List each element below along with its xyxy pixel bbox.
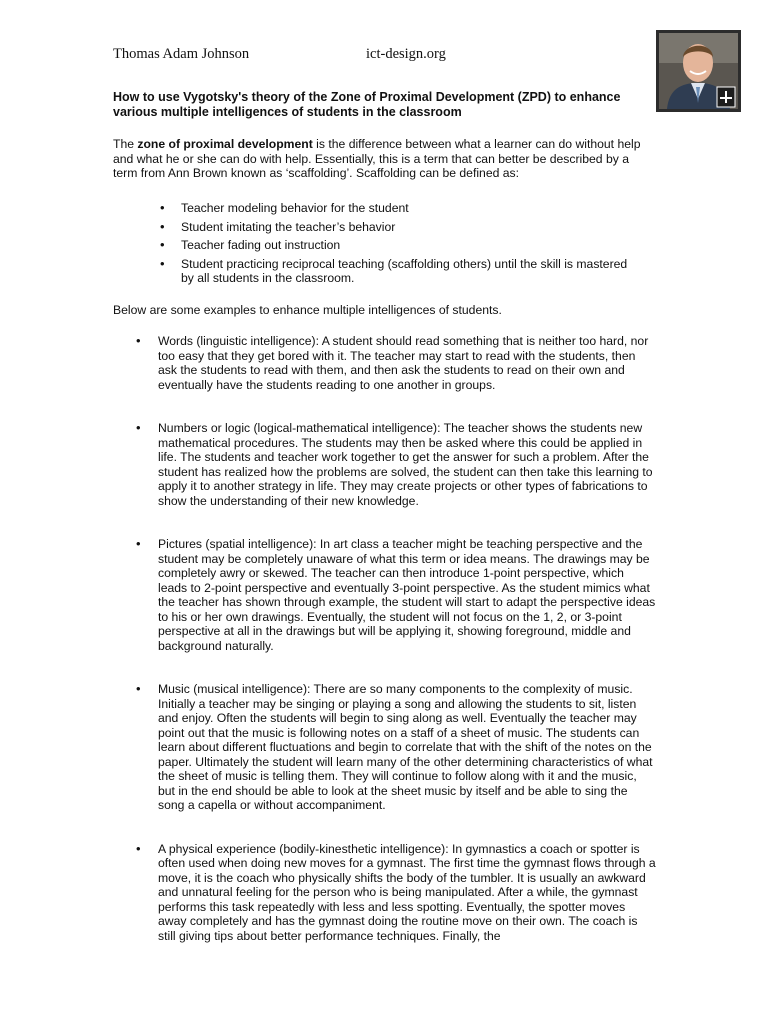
author-portrait-image [659,33,738,109]
intro-prefix: The [113,137,138,151]
list-item: • A physical experience (bodily-kinesthetic intelligence): In gymnastics a coach or spotter is often used when doing new moves for a gymnast. The first time the gymnast flows through a move, it is the coach who physically shifts the body of the tumbler. It is usually an awkward and unnatural feeling for the person who is being manipulated. After a while, the gymnast performs this task repeatedly with less and less spotting. Eventually, the spotter moves away completely and has the gymnast doing the routine move on their own. The coach is still giving tips about better performance techniques. Finally, the [136,842,656,944]
site-name: ict-design.org [366,46,446,62]
list-item: • Music (musical intelligence): There are so many components to the complexity of music. Initially a teacher may be singing or playing a song and allowing the students to sit, listen and enjoy. Often the students will begin to sing along as well. Eventually the teacher may point out that the music is following notes on a staff of a sheet of music. The students can learn about different fluctuations and begin to correlate that with the shift of the notes on the paper. Ultimately the student will learn many of the other determining characteristics of what the sheet of music is telling them. They will continue to follow along with it and the music, but in the end should be able to look at the sheet music by itself and be able to sing the song a capella or without accompaniment. [136,682,656,813]
intro-term: zone of proximal development [137,137,313,151]
list-item: • Student practicing reciprocal teaching (scaffolding others) until the skill is mastered by all students in the classroom. [160,257,640,286]
list-item: • Student imitating the teacher’s behavior [160,220,640,235]
author-name: Thomas Adam Johnson [113,46,250,62]
list-item: • Teacher modeling behavior for the student [160,201,640,216]
list-item: • Pictures (spatial intelligence): In art class a teacher might be teaching perspective and the student may be completely unaware of what this term or idea means. The drawings may be completely awry or skewed. The teacher can then introduce 1-point perspective, which leads to 2-point perspective and eventually 3-point perspective. As the student mimics what the teacher has shown through example, the student will start to adapt the perspective ideas to his or her own drawings. Eventually, the student will not focus on the 1, 2, or 3-point perspective at all in the drawings but will be applying it, showing foreground, middle and background naturally. [136,537,656,653]
examples-intro: Below are some examples to enhance multiple intelligences of students. [113,303,502,317]
scaffolding-list [160,201,640,290]
list-item: • Teacher fading out instruction [160,238,640,253]
document-title: How to use Vygotsky's theory of the Zone of Proximal Development (ZPD) to enhance various multiple intelligences of students in the classroom [113,90,621,119]
list-item: • Words (linguistic intelligence): A student should read something that is neither too hard, nor too easy that they get bored with it. The teacher may start to read with the students, then ask the students to read with them, and then ask the students to read on their own and eventually have the students reading to one another in groups. [136,334,656,392]
author-photo [656,30,741,112]
list-item: • Numbers or logic (logical-mathematical intelligence): The teacher shows the students new mathematical procedures. The students may then be asked where this could be applied in life. The students and teacher work together to get the answer for such a problem. After the student has realized how the problems are solved, the student can then take this learning to apply it to another strategy in life. They may create projects or other types of fabrications to show the understanding of their new knowledge. [136,421,656,508]
examples-list [136,334,656,972]
intro-rest: is the difference between what a learner can do without help and what he or she can do with help. Essentially, this is a term that can better be described by a term from Ann Brown known as ‘scaffolding’. Scaffolding can be defined as: [113,137,641,180]
intro-paragraph [113,137,643,181]
